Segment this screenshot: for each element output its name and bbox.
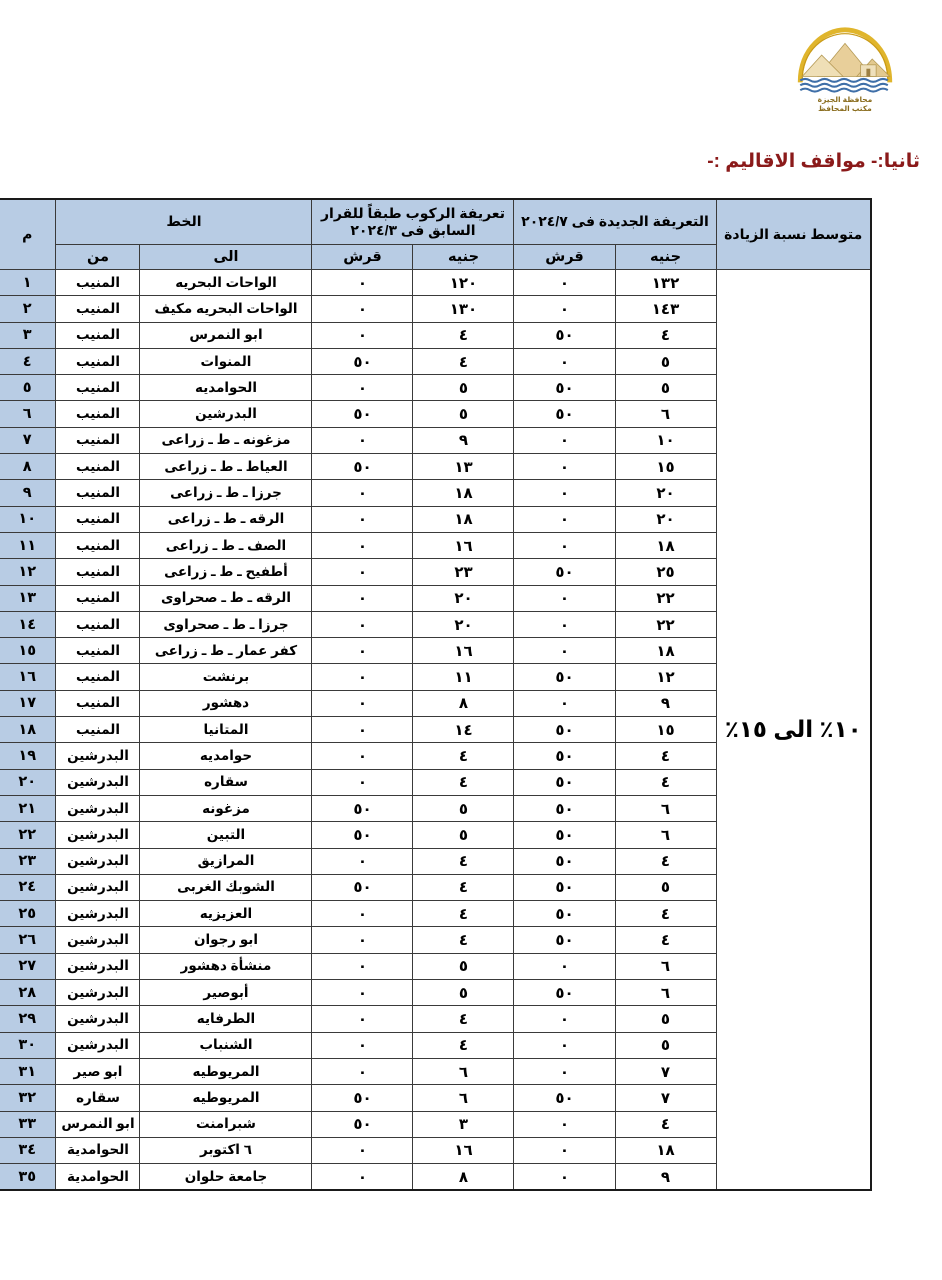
cell-to: المرازيق: [140, 848, 312, 874]
cell-from: المنيب: [56, 270, 140, 296]
header-avg-increase: متوسط نسبة الزيادة: [716, 199, 871, 270]
cell-new-pound: ٤: [615, 743, 716, 769]
cell-serial: ٢٥: [0, 901, 56, 927]
cell-new-piaster: ٥٠: [514, 822, 615, 848]
cell-new-piaster: ٥٠: [514, 717, 615, 743]
cell-serial: ٣٤: [0, 1137, 56, 1163]
cell-to: الطرفايه: [140, 1006, 312, 1032]
cell-new-pound: ٦: [615, 822, 716, 848]
logo-caption: [770, 95, 920, 114]
cell-serial: ٢٢: [0, 822, 56, 848]
cell-from: المنيب: [56, 532, 140, 558]
cell-to: سقاره: [140, 769, 312, 795]
cell-new-pound: ١٣٢: [615, 270, 716, 296]
cell-serial: ٣٢: [0, 1085, 56, 1111]
cell-old-piaster: ٠: [312, 1032, 413, 1058]
cell-new-piaster: ٥٠: [514, 980, 615, 1006]
cell-old-pound: ٩: [413, 427, 514, 453]
cell-serial: ٧: [0, 427, 56, 453]
governorate-logo: [770, 22, 920, 122]
logo-caption-line2: مكتب المحافظ: [818, 104, 872, 114]
cell-old-piaster: ٥٠: [312, 874, 413, 900]
cell-new-pound: ٥: [615, 874, 716, 900]
cell-old-piaster: ٠: [312, 980, 413, 1006]
cell-old-piaster: ٠: [312, 506, 413, 532]
cell-old-pound: ١١: [413, 664, 514, 690]
cell-new-pound: ٥: [615, 1006, 716, 1032]
cell-new-pound: ٦: [615, 401, 716, 427]
header-serial: م: [0, 199, 56, 270]
cell-old-piaster: ٠: [312, 769, 413, 795]
cell-from: المنيب: [56, 348, 140, 374]
cell-from: المنيب: [56, 664, 140, 690]
cell-to: كفر عمار ـ ط ـ زراعى: [140, 638, 312, 664]
cell-from: المنيب: [56, 611, 140, 637]
cell-new-pound: ٥: [615, 348, 716, 374]
cell-to: دهشور: [140, 690, 312, 716]
cell-serial: ١٢: [0, 559, 56, 585]
cell-old-piaster: ٠: [312, 427, 413, 453]
cell-new-pound: ٤: [615, 769, 716, 795]
cell-new-piaster: ٠: [514, 1032, 615, 1058]
cell-to: المنوات: [140, 348, 312, 374]
giza-emblem-icon: [786, 22, 904, 94]
cell-serial: ١٧: [0, 690, 56, 716]
cell-from: البدرشين: [56, 795, 140, 821]
cell-old-piaster: ٠: [312, 901, 413, 927]
cell-serial: ١٩: [0, 743, 56, 769]
cell-new-piaster: ٥٠: [514, 874, 615, 900]
cell-serial: ٣٥: [0, 1164, 56, 1191]
fare-table: [0, 198, 872, 1191]
cell-new-pound: ٧: [615, 1058, 716, 1084]
cell-serial: ٤: [0, 348, 56, 374]
cell-new-pound: ٢٢: [615, 585, 716, 611]
cell-to: منشأة دهشور: [140, 953, 312, 979]
cell-new-pound: ٧: [615, 1085, 716, 1111]
cell-serial: ١: [0, 270, 56, 296]
header-old-pound: جنيه: [413, 245, 514, 270]
cell-from: الحوامدية: [56, 1164, 140, 1191]
cell-from: المنيب: [56, 480, 140, 506]
header-new-piaster: قرش: [514, 245, 615, 270]
cell-to: العزيزيه: [140, 901, 312, 927]
cell-old-piaster: ٠: [312, 611, 413, 637]
cell-serial: ١٦: [0, 664, 56, 690]
cell-new-piaster: ٥٠: [514, 375, 615, 401]
cell-old-pound: ٣: [413, 1111, 514, 1137]
header-to: الى: [140, 245, 312, 270]
cell-old-piaster: ٠: [312, 1137, 413, 1163]
cell-old-pound: ٨: [413, 1164, 514, 1191]
cell-to: الواحات البحريه: [140, 270, 312, 296]
cell-old-piaster: ٠: [312, 927, 413, 953]
cell-old-pound: ٦: [413, 1085, 514, 1111]
cell-serial: ١٣: [0, 585, 56, 611]
cell-old-pound: ٢٠: [413, 585, 514, 611]
cell-serial: ٢٤: [0, 874, 56, 900]
cell-to: أطفيح ـ ط ـ زراعى: [140, 559, 312, 585]
cell-from: البدرشين: [56, 927, 140, 953]
cell-old-pound: ١٦: [413, 1137, 514, 1163]
cell-old-pound: ١٨: [413, 506, 514, 532]
cell-old-piaster: ٠: [312, 690, 413, 716]
cell-serial: ١٤: [0, 611, 56, 637]
cell-old-piaster: ٠: [312, 717, 413, 743]
cell-from: البدرشين: [56, 848, 140, 874]
cell-serial: ٥: [0, 375, 56, 401]
cell-old-piaster: ٥٠: [312, 454, 413, 480]
cell-new-pound: ٦: [615, 795, 716, 821]
cell-from: الحوامدية: [56, 1137, 140, 1163]
cell-new-piaster: ٠: [514, 506, 615, 532]
cell-from: المنيب: [56, 454, 140, 480]
cell-old-piaster: ٠: [312, 322, 413, 348]
cell-new-pound: ٥: [615, 1032, 716, 1058]
cell-to: الرقه ـ ط ـ زراعى: [140, 506, 312, 532]
cell-new-piaster: ٠: [514, 611, 615, 637]
cell-new-pound: ١٢: [615, 664, 716, 690]
cell-old-piaster: ٥٠: [312, 1085, 413, 1111]
cell-old-pound: ٤: [413, 769, 514, 795]
cell-old-pound: ٤: [413, 348, 514, 374]
cell-serial: ٣٣: [0, 1111, 56, 1137]
cell-new-pound: ٤: [615, 848, 716, 874]
cell-from: ابو صير: [56, 1058, 140, 1084]
cell-serial: ٨: [0, 454, 56, 480]
cell-old-piaster: ٠: [312, 638, 413, 664]
cell-to: الرقه ـ ط ـ صحراوى: [140, 585, 312, 611]
cell-from: المنيب: [56, 401, 140, 427]
header-old-tariff: تعريفة الركوب طبقاً للقرار السابق فى ٢٠٢٤/٣: [312, 199, 514, 245]
cell-new-piaster: ٥٠: [514, 743, 615, 769]
cell-serial: ٣٠: [0, 1032, 56, 1058]
cell-old-pound: ٤: [413, 1006, 514, 1032]
cell-old-piaster: ٠: [312, 1058, 413, 1084]
cell-to: ٦ اكتوبر: [140, 1137, 312, 1163]
cell-to: ابو النمرس: [140, 322, 312, 348]
cell-old-piaster: ٠: [312, 559, 413, 585]
cell-from: المنيب: [56, 375, 140, 401]
cell-old-piaster: ٠: [312, 743, 413, 769]
cell-old-piaster: ٠: [312, 532, 413, 558]
cell-to: المتانيا: [140, 717, 312, 743]
cell-from: المنيب: [56, 506, 140, 532]
cell-serial: ٩: [0, 480, 56, 506]
header-new-tariff: التعريفة الجديدة فى ٢٠٢٤/٧: [514, 199, 716, 245]
cell-old-pound: ٤: [413, 1032, 514, 1058]
cell-new-piaster: ٠: [514, 1137, 615, 1163]
cell-old-pound: ٤: [413, 322, 514, 348]
cell-to: مزغونه ـ ط ـ زراعى: [140, 427, 312, 453]
cell-serial: ٢٦: [0, 927, 56, 953]
cell-new-piaster: ٥٠: [514, 559, 615, 585]
cell-new-piaster: ٠: [514, 296, 615, 322]
cell-old-piaster: ٠: [312, 480, 413, 506]
cell-from: المنيب: [56, 322, 140, 348]
header-new-pound: جنيه: [615, 245, 716, 270]
header-line: الخط: [56, 199, 312, 245]
cell-old-pound: ٤: [413, 743, 514, 769]
cell-new-piaster: ٥٠: [514, 322, 615, 348]
cell-from: المنيب: [56, 296, 140, 322]
cell-new-pound: ٦: [615, 980, 716, 1006]
section-heading: ثانيا:- مواقف الاقاليم :-: [707, 151, 920, 172]
cell-old-pound: ٥: [413, 822, 514, 848]
cell-old-piaster: ٠: [312, 375, 413, 401]
cell-from: البدرشين: [56, 743, 140, 769]
cell-from: البدرشين: [56, 980, 140, 1006]
cell-serial: ٢٣: [0, 848, 56, 874]
cell-serial: ١٥: [0, 638, 56, 664]
cell-serial: ٢٧: [0, 953, 56, 979]
cell-new-pound: ٢٠: [615, 506, 716, 532]
cell-to: جامعة حلوان: [140, 1164, 312, 1191]
cell-new-piaster: ٥٠: [514, 848, 615, 874]
cell-new-piaster: ٠: [514, 348, 615, 374]
cell-old-pound: ٤: [413, 848, 514, 874]
cell-new-piaster: ٥٠: [514, 401, 615, 427]
cell-from: البدرشين: [56, 822, 140, 848]
table-body: [0, 270, 871, 1191]
cell-new-piaster: ٠: [514, 585, 615, 611]
cell-to: المريوطيه: [140, 1085, 312, 1111]
cell-new-piaster: ٠: [514, 532, 615, 558]
cell-serial: ٣: [0, 322, 56, 348]
cell-to: جرزا ـ ط ـ زراعى: [140, 480, 312, 506]
logo-caption-line1: محافظة الجيزة: [817, 95, 873, 104]
cell-old-piaster: ٠: [312, 585, 413, 611]
cell-serial: ٣١: [0, 1058, 56, 1084]
cell-old-piaster: ٥٠: [312, 1111, 413, 1137]
cell-old-piaster: ٥٠: [312, 348, 413, 374]
cell-old-pound: ٢٣: [413, 559, 514, 585]
cell-to: الشوبك الغربى: [140, 874, 312, 900]
avg-increase-text: ١٠٪ الى ١٥٪: [724, 716, 862, 743]
cell-old-pound: ٥: [413, 375, 514, 401]
cell-new-piaster: ٥٠: [514, 795, 615, 821]
cell-avg-increase-value: [716, 270, 871, 1191]
cell-old-piaster: ٥٠: [312, 795, 413, 821]
cell-new-pound: ١٥: [615, 454, 716, 480]
cell-new-pound: ٢٥: [615, 559, 716, 585]
cell-new-pound: ١٨: [615, 1137, 716, 1163]
cell-from: البدرشين: [56, 1006, 140, 1032]
cell-new-piaster: ٠: [514, 454, 615, 480]
cell-new-pound: ٩: [615, 1164, 716, 1191]
cell-new-pound: ٢٢: [615, 611, 716, 637]
cell-from: سقاره: [56, 1085, 140, 1111]
cell-new-piaster: ٥٠: [514, 1085, 615, 1111]
cell-serial: ٢: [0, 296, 56, 322]
cell-from: المنيب: [56, 585, 140, 611]
header-old-piaster: قرش: [312, 245, 413, 270]
cell-to: برنشت: [140, 664, 312, 690]
cell-old-piaster: ٠: [312, 953, 413, 979]
cell-old-piaster: ٠: [312, 664, 413, 690]
header-from: من: [56, 245, 140, 270]
cell-new-piaster: ٥٠: [514, 769, 615, 795]
cell-old-pound: ١٤: [413, 717, 514, 743]
cell-new-pound: ٢٠: [615, 480, 716, 506]
cell-old-piaster: ٠: [312, 1006, 413, 1032]
cell-old-piaster: ٠: [312, 848, 413, 874]
cell-new-piaster: ٥٠: [514, 664, 615, 690]
cell-old-pound: ١٣٠: [413, 296, 514, 322]
cell-new-pound: ٦: [615, 953, 716, 979]
cell-new-piaster: ٥٠: [514, 927, 615, 953]
cell-old-pound: ٥: [413, 401, 514, 427]
cell-old-pound: ٤: [413, 874, 514, 900]
cell-to: المريوطيه: [140, 1058, 312, 1084]
cell-old-piaster: ٠: [312, 270, 413, 296]
cell-old-pound: ١٦: [413, 532, 514, 558]
cell-old-piaster: ٥٠: [312, 822, 413, 848]
cell-from: المنيب: [56, 638, 140, 664]
cell-new-piaster: ٠: [514, 690, 615, 716]
cell-old-piaster: ٠: [312, 1164, 413, 1191]
cell-from: المنيب: [56, 427, 140, 453]
cell-new-piaster: ٠: [514, 1164, 615, 1191]
cell-serial: ٢٠: [0, 769, 56, 795]
cell-new-piaster: ٠: [514, 1111, 615, 1137]
cell-new-pound: ٤: [615, 927, 716, 953]
cell-to: حوامديه: [140, 743, 312, 769]
cell-to: جرزا ـ ط ـ صحراوى: [140, 611, 312, 637]
cell-old-pound: ٥: [413, 795, 514, 821]
cell-serial: ٢٩: [0, 1006, 56, 1032]
cell-from: البدرشين: [56, 769, 140, 795]
cell-new-piaster: ٠: [514, 480, 615, 506]
cell-to: الصف ـ ط ـ زراعى: [140, 532, 312, 558]
cell-old-pound: ٥: [413, 980, 514, 1006]
cell-to: الشنباب: [140, 1032, 312, 1058]
cell-serial: ١٠: [0, 506, 56, 532]
cell-old-piaster: ٥٠: [312, 401, 413, 427]
cell-new-pound: ٥: [615, 375, 716, 401]
cell-new-piaster: ٥٠: [514, 901, 615, 927]
cell-from: المنيب: [56, 690, 140, 716]
cell-serial: ١١: [0, 532, 56, 558]
header-row-top: [0, 199, 871, 245]
cell-old-pound: ١٣: [413, 454, 514, 480]
cell-old-pound: ١٦: [413, 638, 514, 664]
cell-new-pound: ٤: [615, 1111, 716, 1137]
cell-old-pound: ٥: [413, 953, 514, 979]
cell-to: مزغونه: [140, 795, 312, 821]
cell-old-pound: ٨: [413, 690, 514, 716]
cell-old-pound: ١٢٠: [413, 270, 514, 296]
cell-serial: ١٨: [0, 717, 56, 743]
cell-old-pound: ٤: [413, 927, 514, 953]
cell-serial: ٢١: [0, 795, 56, 821]
cell-serial: ٦: [0, 401, 56, 427]
cell-new-piaster: ٠: [514, 270, 615, 296]
cell-from: البدرشين: [56, 874, 140, 900]
cell-new-pound: ١٨: [615, 532, 716, 558]
cell-new-pound: ٩: [615, 690, 716, 716]
cell-new-piaster: ٠: [514, 1058, 615, 1084]
cell-to: الواحات البحريه مكيف: [140, 296, 312, 322]
cell-to: العياط ـ ط ـ زراعى: [140, 454, 312, 480]
cell-from: البدرشين: [56, 1032, 140, 1058]
cell-from: المنيب: [56, 717, 140, 743]
cell-from: ابو النمرس: [56, 1111, 140, 1137]
cell-new-piaster: ٠: [514, 638, 615, 664]
cell-old-pound: ٤: [413, 901, 514, 927]
cell-new-piaster: ٠: [514, 427, 615, 453]
fare-table-container: [18, 198, 872, 1191]
cell-to: الحوامديه: [140, 375, 312, 401]
cell-to: ابو رجوان: [140, 927, 312, 953]
cell-to: أبوصير: [140, 980, 312, 1006]
cell-new-pound: ٤: [615, 901, 716, 927]
cell-new-pound: ١٨: [615, 638, 716, 664]
cell-to: التبين: [140, 822, 312, 848]
cell-new-pound: ١٥: [615, 717, 716, 743]
cell-from: البدرشين: [56, 901, 140, 927]
cell-new-pound: ٤: [615, 322, 716, 348]
cell-to: البدرشين: [140, 401, 312, 427]
cell-old-pound: ٦: [413, 1058, 514, 1084]
cell-new-piaster: ٠: [514, 1006, 615, 1032]
table-row: [0, 270, 871, 296]
cell-from: البدرشين: [56, 953, 140, 979]
cell-to: شبرامنت: [140, 1111, 312, 1137]
cell-serial: ٢٨: [0, 980, 56, 1006]
cell-old-pound: ١٨: [413, 480, 514, 506]
cell-old-piaster: ٠: [312, 296, 413, 322]
cell-new-pound: ١٠: [615, 427, 716, 453]
cell-from: المنيب: [56, 559, 140, 585]
cell-new-pound: ١٤٣: [615, 296, 716, 322]
cell-old-pound: ٢٠: [413, 611, 514, 637]
cell-new-piaster: ٠: [514, 953, 615, 979]
table-head: [0, 199, 871, 270]
